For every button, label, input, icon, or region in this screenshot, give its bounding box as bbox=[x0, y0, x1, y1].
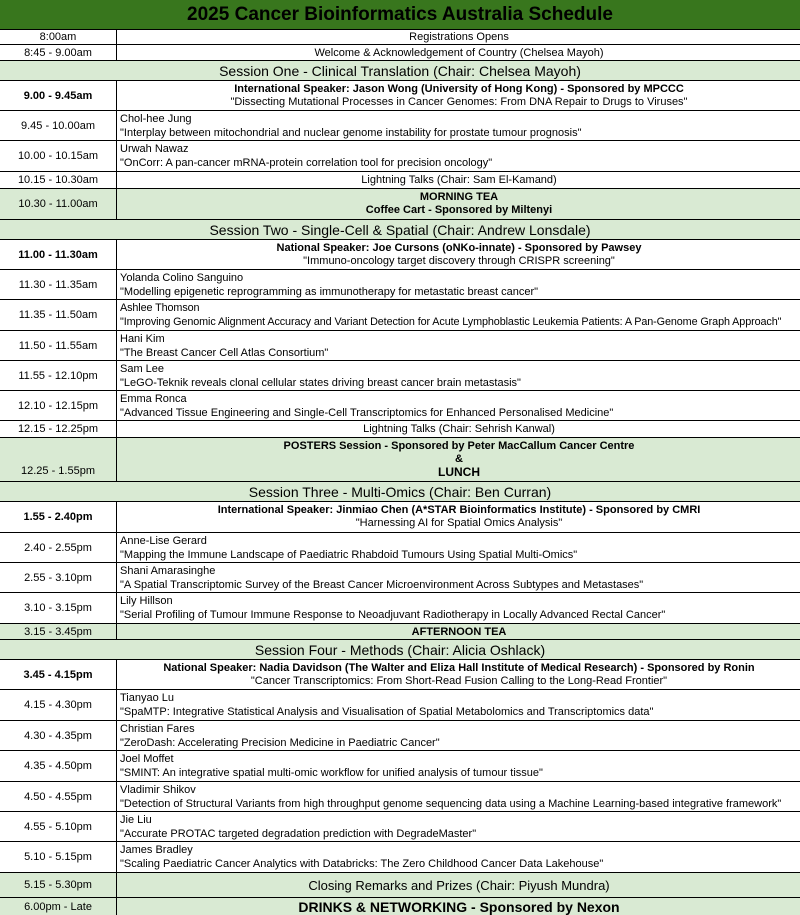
speaker-name: Sam Lee bbox=[120, 362, 165, 375]
table-row bbox=[0, 782, 800, 812]
closing-cell: Closing Remarks and Prizes (Chair: Piyush Mundra) bbox=[308, 877, 610, 893]
time-cell: 8:00am bbox=[0, 30, 117, 44]
table-row bbox=[0, 690, 800, 721]
time-cell: 4.15 - 4.30pm bbox=[0, 690, 117, 720]
table-row bbox=[0, 300, 800, 331]
table-row bbox=[0, 361, 800, 391]
table-row bbox=[0, 873, 800, 898]
talk-title: "SMINT: An integrative spatial multi-omic workflow for unified analysis of tumour tissue" bbox=[120, 767, 543, 779]
time-cell: 3.45 - 4.15pm bbox=[0, 660, 117, 689]
table-row bbox=[0, 331, 800, 361]
session-header: Session Four - Methods (Chair: Alicia Oshlack) bbox=[0, 640, 800, 660]
event-cell: Welcome & Acknowledgement of Country (Chelsea Mayoh) bbox=[314, 46, 604, 59]
time-cell: 2.55 - 3.10pm bbox=[0, 563, 117, 592]
talk-title: "Mapping the Immune Landscape of Paediatric Rhabdoid Tumours Using Spatial Multi-Omics" bbox=[120, 548, 578, 561]
talk-title: "ZeroDash: Accelerating Precision Medicine in Paediatric Cancer" bbox=[120, 736, 440, 749]
table-row bbox=[0, 111, 800, 141]
talk-cell bbox=[118, 721, 800, 750]
table-row bbox=[0, 421, 800, 438]
event-cell: Registrations Opens bbox=[409, 31, 509, 43]
time-cell: 11.50 - 11.55am bbox=[0, 331, 117, 360]
keynote-cell bbox=[118, 81, 800, 110]
keynote-cell bbox=[118, 240, 800, 269]
talk-title: "Interplay between mitochondrial and nuclear genome instability for prostate tumour prognosis" bbox=[120, 126, 582, 139]
table-row bbox=[0, 721, 800, 751]
talk-cell bbox=[118, 563, 800, 592]
talk-title: "Scaling Paediatric Cancer Analytics with Databricks: The Zero Childhood Cancer Data Lakehouse" bbox=[120, 858, 604, 870]
session-header: Session Three - Multi-Omics (Chair: Ben Curran) bbox=[0, 482, 800, 502]
talk-cell bbox=[118, 391, 800, 420]
break-sponsor: Coffee Cart - Sponsored by Miltenyi bbox=[365, 204, 553, 216]
table-row bbox=[0, 270, 800, 300]
event-cell: Lightning Talks (Chair: Sam El-Kamand) bbox=[361, 174, 557, 186]
talk-cell bbox=[118, 842, 800, 872]
speaker-name: Shani Amarasinghe bbox=[120, 564, 216, 577]
talk-title: "Serial Profiling of Tumour Immune Response to Neoadjuvant Radiotherapy in Locally Advanced Rectal Cancer" bbox=[120, 609, 666, 621]
table-row bbox=[0, 812, 800, 842]
talk-cell bbox=[118, 690, 800, 720]
time-cell: 8:45 - 9.00am bbox=[0, 45, 117, 60]
keynote-speaker: National Speaker: Joe Cursons (oNKo-innate) - Sponsored by Pawsey bbox=[276, 241, 642, 254]
time-cell: 12.15 - 12.25pm bbox=[0, 421, 117, 437]
event-cell: Lightning Talks (Chair: Sehrish Kanwal) bbox=[363, 423, 555, 435]
talk-cell bbox=[118, 111, 800, 140]
speaker-name: Jie Liu bbox=[120, 813, 152, 826]
talk-title: "Improving Genomic Alignment Accuracy and Variant Detection for Acute Lymphoblastic Leukemia Patients: A Pan-Genome Graph Approach" bbox=[120, 316, 782, 328]
time-cell: 10.30 - 11.00am bbox=[0, 189, 117, 219]
talk-title: "Cancer Transcriptomics: From Short-Read Fusion Calling to the Long-Read Frontier" bbox=[250, 674, 668, 687]
break-cell bbox=[118, 189, 800, 219]
break-title: MORNING TEA bbox=[419, 191, 499, 203]
session-header: Session Two - Single-Cell & Spatial (Chair: Andrew Lonsdale) bbox=[0, 220, 800, 240]
time-cell: 9.45 - 10.00am bbox=[0, 111, 117, 140]
keynote-cell bbox=[118, 660, 800, 689]
speaker-name: Vladimir Shikov bbox=[120, 783, 196, 796]
talk-title: "OnCorr: A pan-cancer mRNA-protein correlation tool for precision oncology" bbox=[120, 157, 493, 169]
drinks-cell: DRINKS & NETWORKING - Sponsored by Nexon bbox=[298, 898, 620, 915]
talk-title: "Harnessing AI for Spatial Omics Analysis" bbox=[355, 517, 563, 529]
talk-title: "A Spatial Transcriptomic Survey of the Breast Cancer Microenvironment Across Subtypes and Metastases" bbox=[120, 578, 644, 591]
time-cell: 5.10 - 5.15pm bbox=[0, 842, 117, 872]
time-cell: 11.55 - 12.10pm bbox=[0, 361, 117, 390]
time-cell: 9.00 - 9.45am bbox=[0, 81, 117, 110]
time-cell: 2.40 - 2.55pm bbox=[0, 533, 117, 562]
time-cell: 12.25 - 1.55pm bbox=[0, 438, 117, 481]
table-row bbox=[0, 438, 800, 482]
schedule-title: 2025 Cancer Bioinformatics Australia Schedule bbox=[0, 0, 800, 30]
keynote-speaker: International Speaker: Jason Wong (University of Hong Kong) - Sponsored by MPCCC bbox=[234, 82, 684, 95]
talk-cell bbox=[118, 593, 800, 623]
session-header: Session One - Clinical Translation (Chair: Chelsea Mayoh) bbox=[0, 61, 800, 81]
table-row bbox=[0, 172, 800, 189]
time-cell: 11.00 - 11.30am bbox=[0, 240, 117, 269]
speaker-name: Anne-Lise Gerard bbox=[120, 534, 207, 547]
afternoon-tea-cell: AFTERNOON TEA bbox=[411, 625, 507, 638]
talk-cell bbox=[118, 751, 800, 781]
table-row bbox=[0, 842, 800, 873]
talk-cell bbox=[118, 533, 800, 562]
table-row bbox=[0, 391, 800, 421]
posters-title: POSTERS Session - Sponsored by Peter MacCallum Cancer Centre bbox=[283, 440, 635, 452]
table-row bbox=[0, 898, 800, 915]
time-cell: 3.15 - 3.45pm bbox=[0, 624, 117, 639]
talk-cell bbox=[118, 782, 800, 811]
lunch-label: LUNCH bbox=[438, 465, 480, 479]
speaker-name: Tianyao Lu bbox=[120, 692, 175, 704]
time-cell: 10.15 - 10.30am bbox=[0, 172, 117, 188]
talk-cell bbox=[118, 300, 800, 330]
time-cell: 5.15 - 5.30pm bbox=[0, 873, 117, 897]
talk-title: "The Breast Cancer Cell Atlas Consortium" bbox=[120, 346, 329, 359]
speaker-name: Christian Fares bbox=[120, 722, 195, 735]
talk-cell bbox=[118, 361, 800, 390]
speaker-name: James Bradley bbox=[120, 844, 193, 856]
speaker-name: Hani Kim bbox=[120, 332, 165, 345]
speaker-name: Emma Ronca bbox=[120, 392, 187, 405]
posters-ampersand: & bbox=[455, 453, 463, 465]
speaker-name: Urwah Nawaz bbox=[120, 143, 189, 155]
talk-title: "Modelling epigenetic reprogramming as immunotherapy for metastatic breast cancer" bbox=[120, 285, 539, 298]
table-row bbox=[0, 81, 800, 111]
time-cell: 6.00pm - Late bbox=[0, 898, 117, 915]
keynote-speaker: National Speaker: Nadia Davidson (The Walter and Eliza Hall Institute of Medical Research) - Sponsored by Ronin bbox=[163, 661, 755, 674]
speaker-name: Ashlee Thomson bbox=[120, 302, 200, 314]
time-cell: 4.30 - 4.35pm bbox=[0, 721, 117, 750]
time-cell: 1.55 - 2.40pm bbox=[0, 502, 117, 532]
table-row bbox=[0, 624, 800, 640]
table-row bbox=[0, 189, 800, 220]
speaker-name: Yolanda Colino Sanguino bbox=[120, 271, 244, 284]
talk-cell bbox=[118, 270, 800, 299]
talk-title: "Dissecting Mutational Processes in Cancer Genomes: From DNA Repair to Drugs to Viruses" bbox=[230, 95, 688, 108]
talk-title: "Advanced Tissue Engineering and Single-Cell Transcriptomics for Enhanced Personalised Medicine" bbox=[120, 406, 614, 419]
time-cell: 4.55 - 5.10pm bbox=[0, 812, 117, 841]
talk-cell bbox=[118, 141, 800, 171]
time-cell: 4.50 - 4.55pm bbox=[0, 782, 117, 811]
time-cell: 10.00 - 10.15am bbox=[0, 141, 117, 171]
keynote-speaker: International Speaker: Jinmiao Chen (A*STAR Bioinformatics Institute) - Sponsored by CMRI bbox=[217, 504, 701, 516]
talk-title: "Accurate PROTAC targeted degradation prediction with DegradeMaster" bbox=[120, 827, 477, 840]
table-row bbox=[0, 30, 800, 45]
speaker-name: Chol-hee Jung bbox=[120, 112, 192, 125]
table-row bbox=[0, 240, 800, 270]
talk-title: "Detection of Structural Variants from high throughput genome sequencing data using a Machine Learning-based integrative framework" bbox=[120, 797, 782, 810]
time-cell: 4.35 - 4.50pm bbox=[0, 751, 117, 781]
table-row bbox=[0, 502, 800, 533]
keynote-cell bbox=[118, 502, 800, 532]
time-cell: 11.30 - 11.35am bbox=[0, 270, 117, 299]
talk-title: "Immuno-oncology target discovery through CRISPR screening" bbox=[303, 254, 615, 267]
table-row bbox=[0, 593, 800, 624]
speaker-name: Lily Hillson bbox=[120, 595, 173, 607]
talk-cell bbox=[118, 331, 800, 360]
talk-title: "SpaMTP: Integrative Statistical Analysis and Visualisation of Spatial Metabolomics and Transcriptomics data" bbox=[120, 706, 654, 718]
talk-title: "LeGO-Teknik reveals clonal cellular states driving breast cancer brain metastasis" bbox=[120, 376, 521, 389]
speaker-name: Joel Moffet bbox=[120, 753, 174, 765]
table-row bbox=[0, 45, 800, 61]
table-row bbox=[0, 563, 800, 593]
time-cell: 3.10 - 3.15pm bbox=[0, 593, 117, 623]
posters-cell bbox=[118, 438, 800, 481]
talk-cell bbox=[118, 812, 800, 841]
table-row bbox=[0, 660, 800, 690]
time-cell: 12.10 - 12.15pm bbox=[0, 391, 117, 420]
table-row bbox=[0, 141, 800, 172]
table-row bbox=[0, 533, 800, 563]
time-cell: 11.35 - 11.50am bbox=[0, 300, 117, 330]
table-row bbox=[0, 751, 800, 782]
